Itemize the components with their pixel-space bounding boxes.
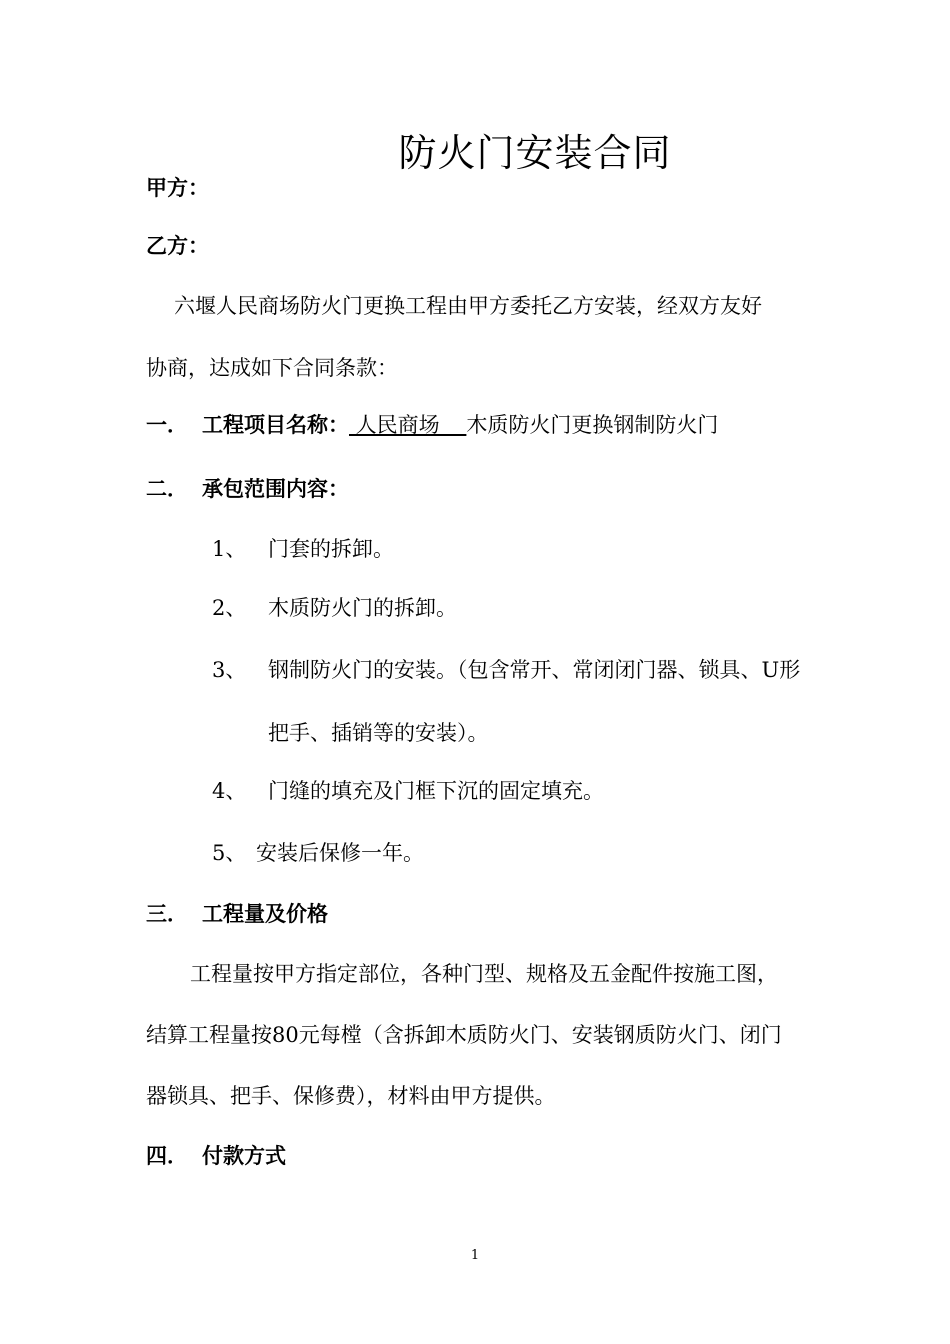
quantity-line-1: 工程量按甲方指定部位，各种门型、规格及五金配件按施工图， (190, 962, 778, 986)
intro-line-2: 协商，达成如下合同条款： (146, 356, 398, 380)
section-1 (146, 411, 718, 439)
item-text: 门缝的填充及门框下沉的固定填充。 (268, 779, 604, 803)
section-number: 二． (146, 477, 188, 501)
item-text: 钢制防火门的安装。（包含常开、常闭闭门器、锁具、U形 (268, 658, 801, 682)
project-description: 木质防火门更换钢制防火门 (466, 413, 719, 437)
party-a-label: 甲方： (146, 176, 209, 200)
item-text: 门套的拆卸。 (268, 537, 394, 561)
section-heading: 承包范围内容： (202, 477, 349, 501)
party-b-label: 乙方： (146, 234, 209, 258)
scope-item-2 (212, 594, 457, 622)
section-number: 一． (146, 413, 188, 437)
section-number: 四． (146, 1144, 188, 1168)
scope-item-3-continued: 把手、插销等的安装）。 (268, 721, 489, 745)
item-number: 1、 (212, 537, 247, 561)
intro-line-1: 六堰人民商场防火门更换工程由甲方委托乙方安装，经双方友好 (174, 294, 762, 318)
item-number: 3、 (212, 658, 247, 682)
quantity-line-3: 器锁具、把手、保修费），材料由甲方提供。 (146, 1084, 556, 1108)
item-text: 木质防火门的拆卸。 (268, 596, 457, 620)
section-2 (146, 475, 349, 503)
section-heading: 工程项目名称： (202, 413, 349, 437)
section-3 (146, 900, 328, 928)
document-title: 防火门安装合同 (398, 131, 672, 175)
item-number: 2、 (212, 596, 247, 620)
item-number: 5、 (212, 841, 247, 865)
section-heading: 付款方式 (202, 1144, 286, 1168)
project-name-underlined: 人民商场 (349, 413, 467, 437)
scope-item-3 (212, 656, 800, 684)
scope-item-1 (212, 535, 394, 563)
item-number: 4、 (212, 779, 247, 803)
scope-item-4 (212, 777, 604, 805)
section-heading: 工程量及价格 (202, 902, 328, 926)
quantity-line-2: 结算工程量按80元每樘（含拆卸木质防火门、安装钢质防火门、闭门 (146, 1023, 782, 1047)
section-4 (146, 1142, 286, 1170)
item-text: 安装后保修一年。 (256, 841, 424, 865)
scope-item-5 (212, 839, 424, 867)
section-number: 三． (146, 902, 188, 926)
page-number: 1 (470, 1248, 480, 1263)
